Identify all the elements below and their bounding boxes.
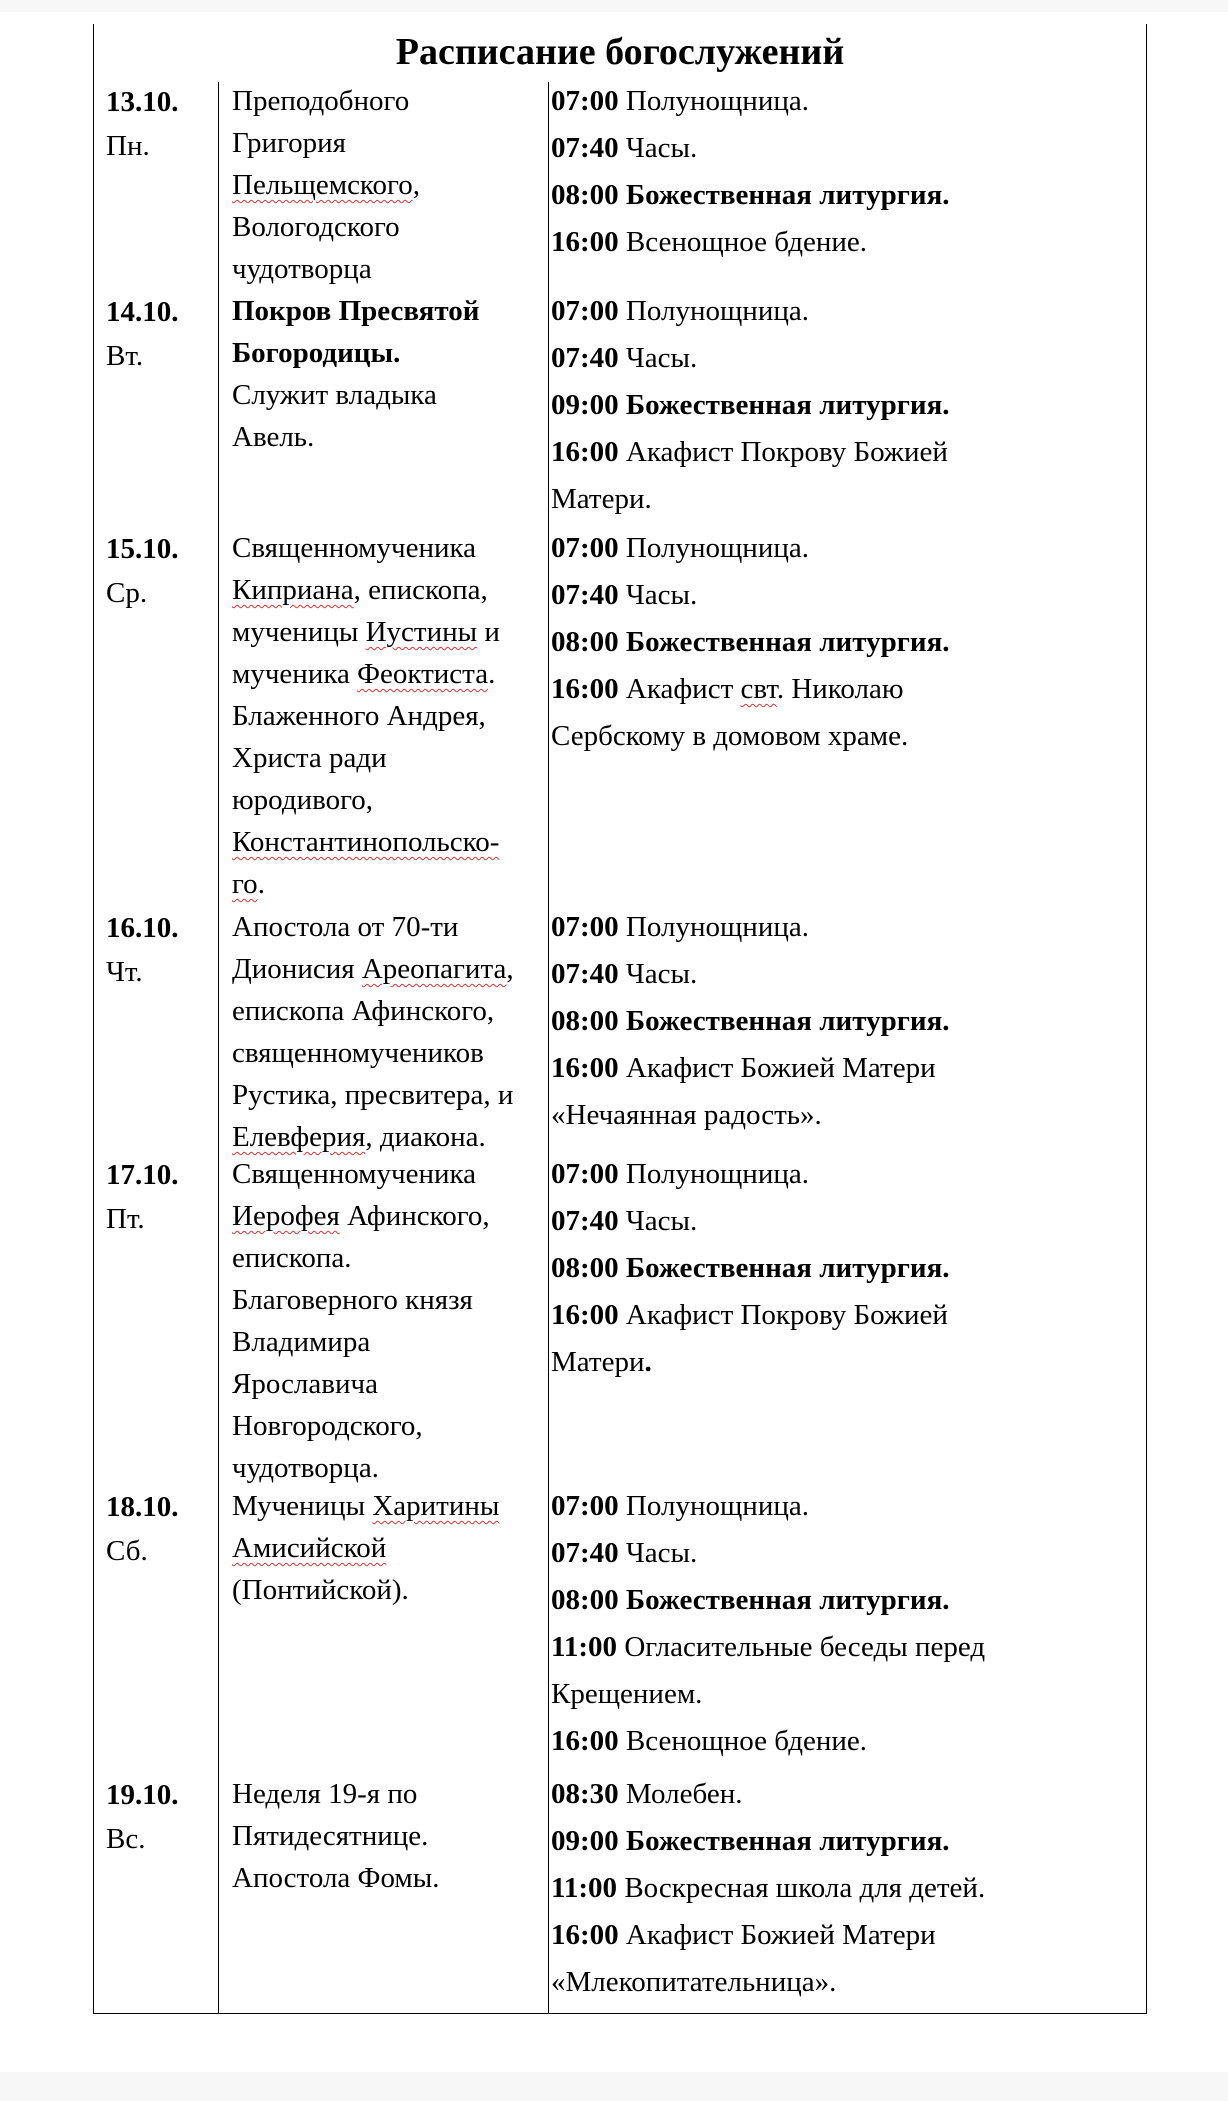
- text-line: [232, 948, 544, 990]
- text-line: [551, 666, 1145, 713]
- text-line: [551, 1771, 1145, 1818]
- text-line: [232, 906, 544, 948]
- text-line: [551, 1959, 1145, 2006]
- text-segment: Полунощница.: [618, 295, 809, 327]
- text-segment: Полунощница.: [618, 1158, 809, 1190]
- text-line: [551, 619, 1145, 666]
- text-line: [551, 288, 1145, 335]
- text-line: [232, 1363, 544, 1405]
- weekday: Ср.: [106, 577, 148, 609]
- text-segment: Часы.: [618, 1537, 698, 1569]
- text-segment: 07:40: [551, 958, 619, 990]
- spellcheck-word: Елевферия: [232, 1121, 366, 1153]
- text-segment: 07:40: [551, 342, 619, 374]
- text-segment: 16:00: [551, 1052, 619, 1084]
- text-segment: Пятидесятнице.: [232, 1820, 429, 1852]
- text-line: [232, 1153, 544, 1195]
- text-line: [232, 416, 544, 458]
- text-segment: Григория: [232, 127, 346, 159]
- weekday: Пн.: [106, 130, 150, 162]
- text-segment: 08:30: [551, 1778, 619, 1810]
- text-line: [232, 1237, 544, 1279]
- day-date-cell: [106, 906, 214, 994]
- spellcheck-word: Константинопольско-: [232, 826, 500, 858]
- text-line: [551, 172, 1145, 219]
- text-line: [551, 1245, 1145, 1292]
- text-line: [551, 572, 1145, 619]
- services-cell: [551, 904, 1145, 1139]
- text-line: [232, 611, 544, 653]
- day-date-cell: [106, 527, 214, 615]
- weekday: Вс.: [106, 1823, 146, 1855]
- text-line: [232, 821, 544, 863]
- text-segment: 08:00 Божественная литургия.: [551, 1252, 950, 1284]
- text-segment: Акафист Покрову Божией: [618, 436, 948, 468]
- text-segment: Часы.: [618, 132, 698, 164]
- text-line: [551, 904, 1145, 951]
- text-segment: Воскресная школа для детей.: [617, 1872, 986, 1904]
- date: 15.10.: [106, 533, 179, 565]
- spellcheck-word: свт: [740, 673, 777, 705]
- text-line: [551, 1718, 1145, 1765]
- text-segment: Полунощница.: [618, 85, 809, 117]
- spellcheck-word: Феоктиста: [357, 658, 489, 690]
- text-line: [551, 1198, 1145, 1245]
- text-segment: мученика: [232, 658, 358, 690]
- text-line: [232, 1447, 544, 1489]
- text-line: [232, 248, 544, 290]
- text-segment: юродивого,: [232, 784, 374, 816]
- text-line: [232, 290, 544, 332]
- weekday: Чт.: [106, 956, 143, 988]
- text-segment: чудотворца: [232, 253, 372, 285]
- text-segment: Ярославича: [232, 1368, 378, 1400]
- text-line: [232, 1857, 544, 1899]
- text-segment: Богородицы.: [232, 337, 401, 369]
- text-line: [551, 125, 1145, 172]
- text-line: [232, 1527, 544, 1569]
- spellcheck-word: Иерофея: [232, 1200, 340, 1232]
- text-segment: 07:00: [551, 532, 619, 564]
- text-line: [551, 1912, 1145, 1959]
- text-segment: 08:00 Божественная литургия.: [551, 1005, 950, 1037]
- text-line: [551, 382, 1145, 429]
- text-segment: Апостола от 70-ти: [232, 911, 459, 943]
- text-line: [551, 335, 1145, 382]
- text-line: [551, 78, 1145, 125]
- text-line: [232, 80, 544, 122]
- text-line: [232, 1485, 544, 1527]
- date: 17.10.: [106, 1159, 179, 1191]
- text-line: [232, 122, 544, 164]
- text-segment: 16:00: [551, 1919, 619, 1951]
- text-segment: 16:00: [551, 1299, 619, 1331]
- text-segment: 07:40: [551, 132, 619, 164]
- services-cell: [551, 78, 1145, 266]
- table-border-left: [93, 24, 94, 2013]
- text-segment: Часы.: [618, 579, 698, 611]
- text-line: [551, 1530, 1145, 1577]
- text-segment: ,: [506, 953, 514, 985]
- services-cell: [551, 1151, 1145, 1386]
- text-line: [551, 525, 1145, 572]
- services-cell: [551, 288, 1145, 523]
- text-segment: 07:40: [551, 1205, 619, 1237]
- text-segment: Блаженного Андрея,: [232, 700, 486, 732]
- text-segment: Владимира: [232, 1326, 371, 1358]
- column-divider: [218, 82, 219, 2013]
- text-segment: (Понтийской).: [232, 1574, 409, 1606]
- saint-cell: [232, 527, 544, 905]
- page-title: Расписание богослужений: [395, 31, 845, 73]
- text-segment: Мученицы: [232, 1490, 373, 1522]
- text-segment: Полунощница.: [618, 1490, 809, 1522]
- text-segment: .: [488, 658, 496, 690]
- day-date-cell: [106, 1485, 214, 1573]
- text-segment: Покров Пресвятой: [232, 295, 480, 327]
- text-segment: ,: [412, 169, 420, 201]
- text-segment: чудотворца.: [232, 1452, 379, 1484]
- text-segment: Рустика, пресвитера, и: [232, 1079, 514, 1111]
- text-segment: епископа.: [232, 1242, 352, 1274]
- text-segment: Часы.: [618, 342, 698, 374]
- text-line: [232, 527, 544, 569]
- text-segment: 16:00: [551, 673, 619, 705]
- text-line: [232, 1279, 544, 1321]
- text-segment: Молебен.: [618, 1778, 743, 1810]
- text-line: [551, 1577, 1145, 1624]
- date: 14.10.: [106, 296, 179, 328]
- text-line: [551, 1045, 1145, 1092]
- text-segment: Всенощное бдение.: [618, 226, 868, 258]
- text-segment: Всенощное бдение.: [618, 1725, 868, 1757]
- text-line: [232, 863, 544, 905]
- text-segment: Афинского,: [339, 1200, 490, 1232]
- column-divider: [548, 82, 549, 2013]
- text-segment: «Нечаянная радость».: [551, 1099, 822, 1131]
- text-segment: Акафист Покрову Божией: [618, 1299, 948, 1331]
- spellcheck-word: Пельщемского: [232, 169, 413, 201]
- text-line: [232, 990, 544, 1032]
- day-date-cell: [106, 80, 214, 168]
- text-line: [232, 332, 544, 374]
- text-segment: Акафист: [618, 673, 741, 705]
- text-segment: 07:00: [551, 1490, 619, 1522]
- text-segment: Священномученика: [232, 1158, 477, 1190]
- text-line: [232, 1116, 544, 1158]
- text-line: [551, 1092, 1145, 1139]
- text-segment: Новгородского,: [232, 1410, 423, 1442]
- text-segment: Матери.: [551, 483, 652, 515]
- date: 19.10.: [106, 1779, 179, 1811]
- text-line: [551, 1818, 1145, 1865]
- text-segment: Апостола Фомы.: [232, 1862, 440, 1894]
- text-segment: Крещением.: [551, 1678, 703, 1710]
- text-segment: 09:00 Божественная литургия.: [551, 389, 950, 421]
- services-cell: [551, 1771, 1145, 2006]
- text-line: [551, 476, 1145, 523]
- text-line: [551, 1151, 1145, 1198]
- saint-cell: [232, 906, 544, 1158]
- spellcheck-word: Харитины: [372, 1490, 500, 1522]
- text-segment: . Николаю: [776, 673, 904, 705]
- text-segment: Сербскому в домовом храме.: [551, 720, 909, 752]
- text-segment: мученицы: [232, 616, 366, 648]
- table-border-right: [1146, 24, 1147, 2013]
- text-segment: Акафист Божией Матери: [618, 1919, 936, 1951]
- text-segment: 07:40: [551, 1537, 619, 1569]
- text-line: [232, 737, 544, 779]
- text-segment: 07:00: [551, 1158, 619, 1190]
- saint-cell: [232, 80, 544, 290]
- text-segment: Неделя 19-я по: [232, 1778, 418, 1810]
- text-segment: Полунощница.: [618, 911, 809, 943]
- text-segment: Дионисия: [232, 953, 362, 985]
- services-cell: [551, 525, 1145, 760]
- text-segment: 08:00 Божественная литургия.: [551, 179, 950, 211]
- text-segment: .: [257, 868, 265, 900]
- text-segment: Преподобного: [232, 85, 410, 117]
- text-line: [232, 1569, 544, 1611]
- text-line: [232, 164, 544, 206]
- weekday: Сб.: [106, 1535, 148, 1567]
- saint-cell: [232, 1773, 544, 1899]
- spellcheck-word: Киприана: [232, 574, 354, 606]
- text-line: [232, 569, 544, 611]
- weekday: Вт.: [106, 340, 144, 372]
- text-line: [232, 695, 544, 737]
- text-segment: , диакона.: [365, 1121, 486, 1153]
- text-segment: 09:00 Божественная литургия.: [551, 1825, 950, 1857]
- text-line: [232, 1815, 544, 1857]
- text-segment: священномучеников: [232, 1037, 484, 1069]
- saint-cell: [232, 1153, 544, 1489]
- weekday: Пт.: [106, 1203, 145, 1235]
- day-date-cell: [106, 1773, 214, 1861]
- spellcheck-word: Иустины: [365, 616, 478, 648]
- text-segment: «Млекопитательница».: [551, 1966, 837, 1998]
- date: 18.10.: [106, 1491, 179, 1523]
- text-line: [232, 374, 544, 416]
- services-cell: [551, 1483, 1145, 1765]
- spellcheck-word: Амисийской: [232, 1532, 387, 1564]
- table-border-bottom: [93, 2013, 1147, 2014]
- text-segment: 08:00 Божественная литургия.: [551, 1584, 950, 1616]
- text-line: [551, 1671, 1145, 1718]
- text-segment: Вологодского: [232, 211, 400, 243]
- text-line: [551, 429, 1145, 476]
- text-line: [232, 779, 544, 821]
- text-line: [232, 1321, 544, 1363]
- text-segment: Полунощница.: [618, 532, 809, 564]
- text-segment: 07:00: [551, 85, 619, 117]
- text-segment: 07:40: [551, 579, 619, 611]
- text-segment: Христа ради: [232, 742, 387, 774]
- text-segment: 08:00 Божественная литургия.: [551, 626, 950, 658]
- text-segment: Служит владыка: [232, 379, 437, 411]
- text-line: [551, 1339, 1145, 1386]
- text-segment: 16:00: [551, 1725, 619, 1757]
- text-segment: Акафист Божией Матери: [618, 1052, 936, 1084]
- text-segment: Часы.: [618, 1205, 698, 1237]
- text-line: [551, 1292, 1145, 1339]
- date: 13.10.: [106, 86, 179, 118]
- text-segment: Авель.: [232, 421, 315, 453]
- text-line: [232, 206, 544, 248]
- text-line: [551, 951, 1145, 998]
- text-line: [232, 1032, 544, 1074]
- text-segment: епископа Афинского,: [232, 995, 495, 1027]
- text-segment: 11:00: [551, 1631, 618, 1663]
- date: 16.10.: [106, 912, 179, 944]
- text-line: [232, 1074, 544, 1116]
- text-line: [551, 1624, 1145, 1671]
- text-segment: и: [477, 616, 500, 648]
- spellcheck-word: Ареопагита: [361, 953, 507, 985]
- text-line: [551, 1483, 1145, 1530]
- text-segment: Часы.: [618, 958, 698, 990]
- text-segment: 07:00: [551, 295, 619, 327]
- text-line: [232, 1773, 544, 1815]
- saint-cell: [232, 1485, 544, 1611]
- text-segment: Огласительные беседы перед: [617, 1631, 986, 1663]
- text-line: [551, 713, 1145, 760]
- text-segment: Матери: [551, 1346, 645, 1378]
- spellcheck-word: го: [232, 868, 258, 900]
- text-line: [551, 1865, 1145, 1912]
- text-segment: 07:00: [551, 911, 619, 943]
- text-segment: 16:00: [551, 436, 619, 468]
- text-segment: , епископа,: [353, 574, 488, 606]
- day-date-cell: [106, 1153, 214, 1241]
- text-line: [232, 1405, 544, 1447]
- text-line: [551, 998, 1145, 1045]
- text-segment: Священномученика: [232, 532, 477, 564]
- text-line: [232, 1195, 544, 1237]
- text-segment: 11:00: [551, 1872, 618, 1904]
- saint-cell: [232, 290, 544, 458]
- text-line: [232, 653, 544, 695]
- text-line: [551, 219, 1145, 266]
- text-segment: .: [644, 1346, 652, 1378]
- text-segment: Благоверного князя: [232, 1284, 473, 1316]
- text-segment: 16:00: [551, 226, 619, 258]
- day-date-cell: [106, 290, 214, 378]
